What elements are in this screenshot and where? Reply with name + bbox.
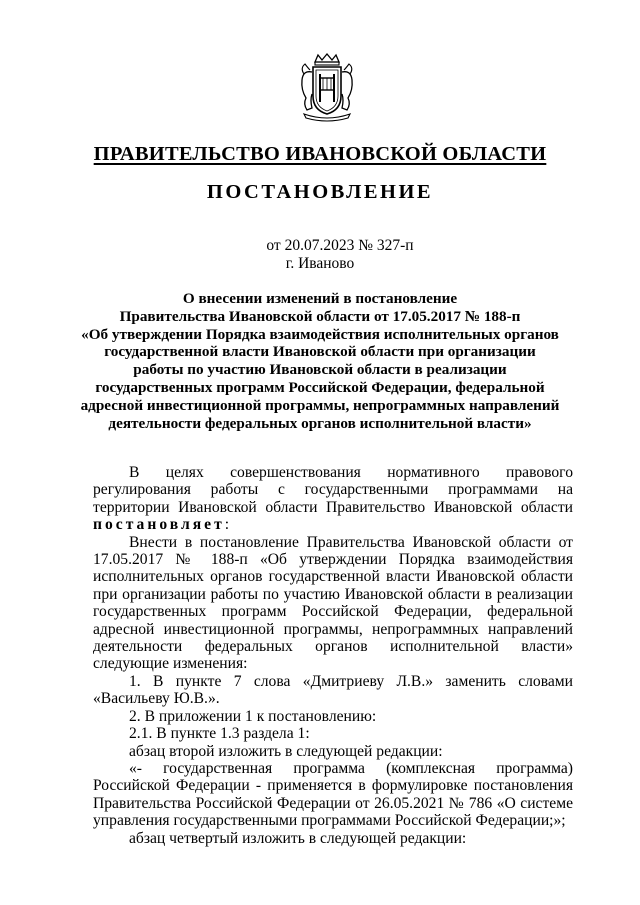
resolves-word: постановляет xyxy=(93,516,225,534)
preamble-text: В целях совершенствования нормативного правового регулирования работы с государственными программами на территории Ивановской области Правительство Ивановской области xyxy=(93,464,573,516)
city: г. Иваново xyxy=(285,255,355,272)
heading-line: работы по участию Ивановской области в реализации xyxy=(133,361,507,379)
paragraph-item-2: 2. В приложении 1 к постановлению: xyxy=(129,707,377,725)
heading-line: О внесении изменений в постановление xyxy=(182,290,458,307)
heading-line: «Об утверждении Порядка взаимодействия исполнительных органов xyxy=(81,325,559,343)
paragraph-abzac-4: абзац четвертый изложить в следующей редакции: xyxy=(129,829,467,847)
paragraph-item-2-1: 2.1. В пункте 1.3 раздела 1: xyxy=(129,725,310,743)
heading-line: государственных программ Российской Федерации, федеральной xyxy=(95,378,545,396)
paragraph-preamble xyxy=(93,464,573,534)
heading-line: деятельности федеральных органов исполнительной власти» xyxy=(108,414,532,432)
heading-line: Правительства Ивановской области от 17.05.2017 № 188-п xyxy=(119,307,521,325)
paragraph-amend: Внести в постановление Правительства Ивановской области от 17.05.2017 № 188-п «Об утверждении Порядка взаимодействия исполнительных органов государственной власти Ивановской области при организации работы по участию Ивановской области в реализации государственных программ Российской Федерации, федеральной адресной инвестиционной программы, непрограммных направлений деятельности федеральных органов исполнительной власти» следующие изменения: xyxy=(93,533,573,673)
government-name: ПРАВИТЕЛЬСТВО ИВАНОВСКОЙ ОБЛАСТИ xyxy=(93,143,547,165)
paragraph-definition: «- государственная программа (комплексная программа) Российской Федерации - применяется в формулировке постановления Правительства Российской Федерации от 26.05.2021 № 786 «О системе управления государственными программами Российской Федерации;»; xyxy=(93,759,573,830)
heading-line: государственной власти Ивановской области при организации xyxy=(104,343,536,361)
date-number: от 20.07.2023 № 327-п xyxy=(266,237,414,254)
document-heading xyxy=(60,290,580,432)
ivanovo-region-coat-of-arms-icon xyxy=(298,52,356,122)
preamble-end: : xyxy=(224,516,230,534)
document-meta xyxy=(0,237,640,273)
paragraph-item-1: 1. В пункте 7 слова «Дмитриеву Л.В.» заменить словами «Васильеву Ю.В.». xyxy=(93,672,573,708)
paragraph-abzac-2: абзац второй изложить в следующей редакции: xyxy=(129,742,443,760)
heading-line: адресной инвестиционной программы, непрограммных направлений xyxy=(80,396,560,414)
document-type: ПОСТАНОВЛЕНИЕ xyxy=(206,181,434,203)
document-body xyxy=(93,464,573,847)
